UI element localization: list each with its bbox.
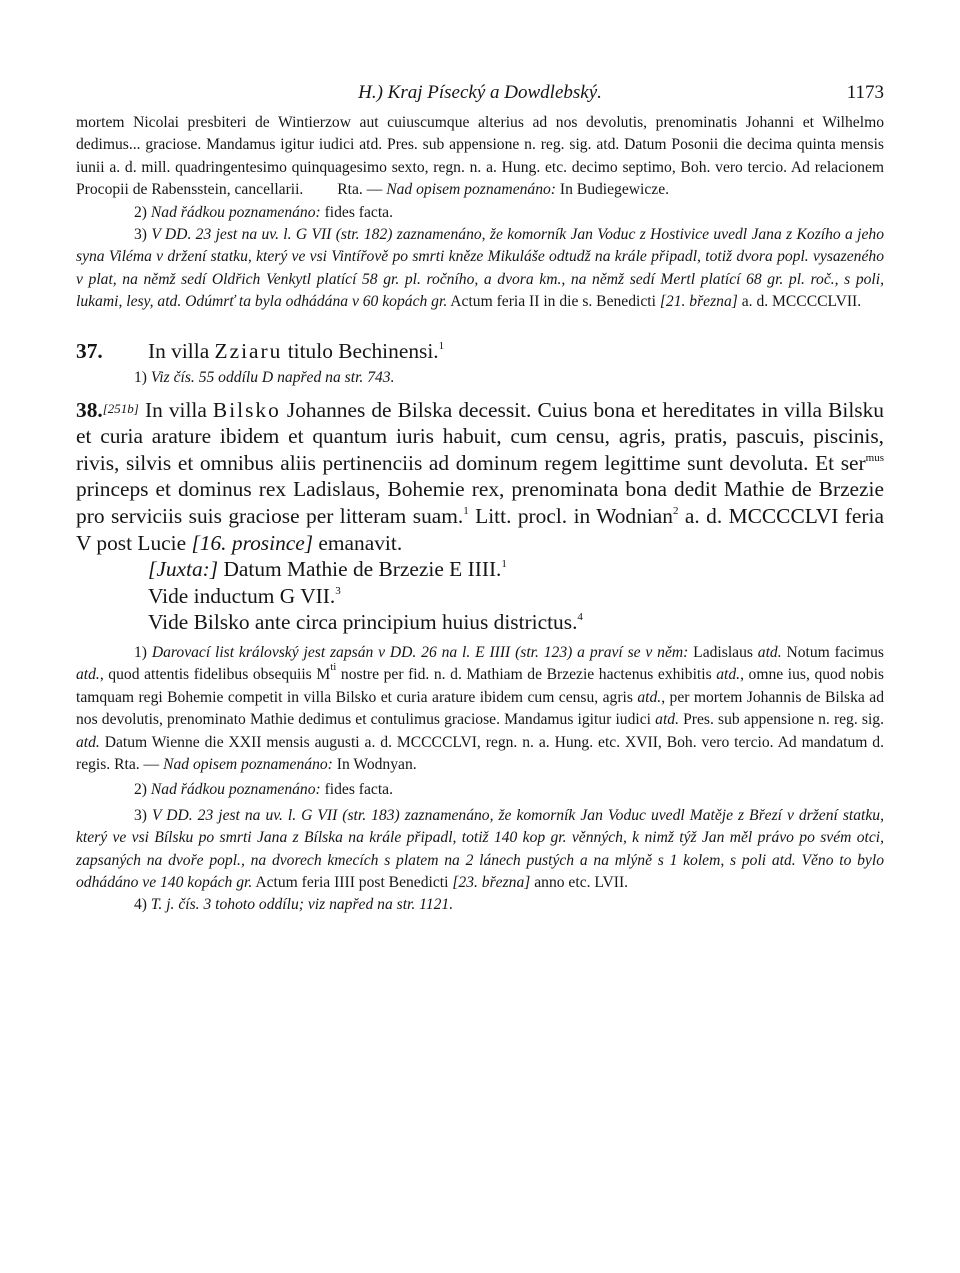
footnote-3: 3) V DD. 23 jest na uv. l. G VII (str. 182) zaznamenáno, že komorník Jan Voduc z Hostivice uvedl Jana z Kozího a jeho syna Viléma v držení statku, který ve vsi Vintířově po smrti kněze Mikuláše odtudž na krále připadl, totiž dvora popl. vysazeného v plat, na němž sedí Oldřich Venkytl platící 58 gr. pl. ročního, a dvora km., na němž sedí Mertl platící 68 gr. pl. roč., s poli, lukami, lesy, atd. Odúmrť ta byla odhádána v 60 kopách gr. Actum feria II in die s. Benedicti [21. března] a. d. MCCCCLVII. <box>76 226 884 311</box>
running-title: H.) Kraj Písecký a Dowdlebský. <box>358 82 602 103</box>
entry-text: In villa Zziaru titulo Bechinensi.$^1$ <box>148 338 445 363</box>
footnote-block-top <box>76 112 884 314</box>
continued-footnote: mortem Nicolai presbiteri de Wintierzow aut cuiuscumque alterius ad nos devolutis, prenominatis Johanni et Wilhelmo dedimus... graciose. Mandamus igitur iudici atd. Pres. sub appensione n. reg. sig. atd. Datum Posonii die decima quinta mensis iunii a. d. mill. quadringentesimo quinquagesimo sexto, regn. n. a. Hung. etc. decimo septimo, Boh. vero tercio. Ad relacionem Procopii de Rabensstein, cancellarii. Rta. — Nad opisem poznamenáno: In Budiegewicze. <box>76 114 884 199</box>
footnote-1: 1) Darovací list královský jest zapsán v DD. 26 na l. E IIII (str. 123) a praví se v něm: Ladislaus atd. Notum facimus atd., quod attentis fidelibus obsequiis $M^{ti}$ nostre per fid. n. d. Mathiam de Brzezie hactenus exhibitis atd., omne ius, quod nobis tamquam regi Bohemie competit in villa Bilsko et curia arature ibidem cum censu, agris atd., per mortem Johannis de Bilska ad nos devolutis, prenominato Mathie dedimus et contulimus graciose. Mandamus igitur iudici atd. Pres. sub appensione n. reg. sig. atd. Datum Wienne die XXII mensis augusti a. d. MCCCCLVI, regn. n. a. Hung. etc. XVII, Boh. vero tercio. Ad mandatum d. regis. Rta. — Nad opisem poznamenáno: In Wodnyan. <box>76 644 884 774</box>
footnote-2: 2) Nad řádkou poznamenáno: fides facta. <box>134 781 393 799</box>
footnote-2: 2) Nad řádkou poznamenáno: fides facta. <box>134 203 393 221</box>
datum-line: [Juxta:] Datum Mathie de Brzezie E IIII.$^1$ <box>148 557 507 582</box>
footnote-4: 4) T. j. čís. 3 tohoto oddílu; viz napřed na str. 1121. <box>134 896 454 914</box>
entry-37 <box>76 338 884 365</box>
footnote-1-entry-37: 1) Viz čís. 55 oddílu D napřed na str. 743. <box>134 369 395 387</box>
rta-mark: Rta. — <box>114 756 164 774</box>
rta-mark: Rta. — <box>337 181 387 199</box>
entry-38-text: 38.[251b] In villa Bilsko Johannes de Bilska decessit. Cuius bona et hereditates in villa Bilsku et curia arature ibidem et quantum iuris habuit, cum censu, agris, pratis, pascuis, piscinis, rivis, silvis et omnibus aliis pertinenciis ad dominum regem legittime sunt devoluta. Et ser$^{mus}$ princeps et dominus rex Ladislaus, Bohemie rex, prenominata bona dedit Mathie de Brzezie pro serviciis suis graciose per litteram suam.$^1$ Litt. procl. in Wodnian$^2$ a. d. MCCCCLVI feria V post Lucie [16. prosince] emanavit. <box>76 397 884 555</box>
entry-number: 38. <box>76 397 103 422</box>
vide-line-1: Vide inductum G VII.$^3$ <box>148 583 341 608</box>
page <box>76 82 884 917</box>
entry-number: 37. <box>76 338 103 363</box>
entry-38 <box>76 396 884 636</box>
page-number: 1173 <box>846 82 884 103</box>
footnote-block-bottom <box>76 642 884 917</box>
vide-line-2: Vide Bilsko ante circa principium huius districtus.$^4$ <box>148 610 583 635</box>
place-name: Zziaru <box>214 338 283 363</box>
place-name: Bilsko <box>212 397 281 422</box>
footnote-3: 3) V DD. 23 jest na uv. l. G VII (str. 183) zaznamenáno, že komorník Jan Voduc uvedl Matěje z Březí v držení statku, který ve vsi Bílsku po smrti Jana z Bílska na krále připadl, totiž 140 kop gr. věnných, k nimž týž Jan měl právo po svém otci, zapsaných na dvoře popl., na dvorech kmecích s platem na 2 lánech pustých a na mlýně s 1 kolem, s poli atd. Věno to bylo odhádáno ve 140 kopách gr. Actum feria IIII post Benedicti [23. března] anno etc. LVII. <box>76 806 885 892</box>
folio-mark: [251b] <box>102 400 139 416</box>
running-header <box>76 82 884 112</box>
